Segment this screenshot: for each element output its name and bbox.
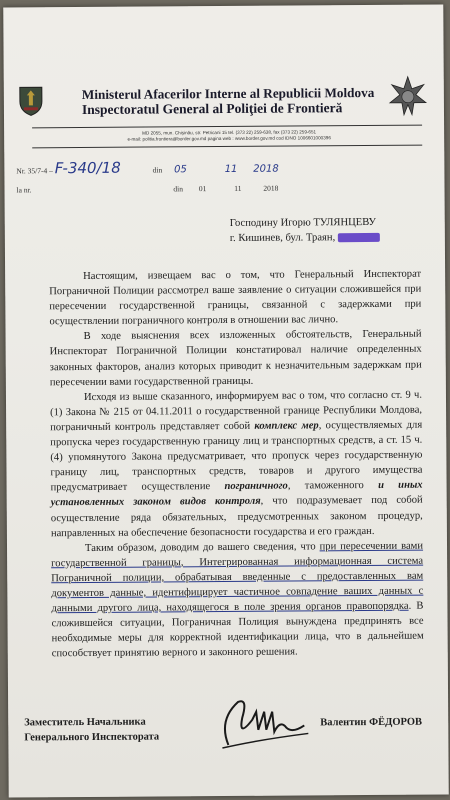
nr-label: Nr. 35/7-4 – (16, 166, 53, 176)
din-day: 05 (174, 164, 187, 176)
din-label: din (152, 165, 163, 175)
din-year: 2018 (253, 163, 279, 175)
recipient-address: г. Кишинев, бул. Траян, (230, 230, 440, 246)
nr-handwritten: F-340/18 (54, 158, 121, 178)
la-month: 11 (234, 183, 242, 193)
din-month: 11 (224, 163, 238, 176)
letter-body (49, 267, 424, 662)
ministry-name: Ministerul Afacerilor Interne al Republicii Moldova (81, 84, 375, 102)
institution-header (82, 85, 382, 117)
recipient-block (230, 215, 440, 246)
signatory-name: Валентин ФЁДОРОВ (320, 716, 423, 729)
header-divider (32, 125, 422, 129)
la-year: 2018 (263, 183, 279, 193)
paragraph-1: Настоящим, извещаем вас о том, что Генеральный Инспекторат Пограничной Полиции рассмотрел ваше заявление о ситуации сложившейся при пересечении государственной границы, связанной с задержками при осуществлении пограничного контроля в отношении вас лично. (49, 268, 422, 328)
paragraph-4: Таким образом, доводим до вашего сведения, что при пересечении вами государственной границы, Интегрированная информационная система Пограничной полиции, обрабатывая введенные с предоставленных вам документов данные, идентифицирует частичное совпадение ваших данных с данными другого лица, находящегося в поле зрения органов правопорядка. В сложившейся ситуации, Пограничная Полиция вынуждена предпринять все необходимые меры для корректной идентификации лица, что в дальнейшем способствует принятию верного и законного решения. (51, 540, 424, 660)
letter-page (3, 4, 449, 797)
inspectorate-name: Inspectoratul General al Poliţiei de Frontieră (81, 100, 343, 117)
signatory-title (24, 714, 159, 745)
reference-number-row (16, 158, 278, 178)
recipient-name: Господину Игорю ТУЛЯНЦЕВУ (229, 216, 376, 229)
redaction-mark (338, 233, 380, 242)
web-line: e-mail: politia.frontiera@border.gov.md pagina web : www.border.gov.md cod IDNO 1006601000396 (127, 135, 331, 142)
la-label: la nr. (16, 185, 32, 195)
signatory-title-line1: Заместитель Начальника (24, 716, 146, 729)
contact-divider (32, 145, 422, 149)
address-line: MD 2055, mun. Chişinău, str. Petricani 15 tel. (373 22) 259-638, fax (373 22) 259-651 (142, 129, 317, 136)
border-police-emblem-icon (388, 75, 428, 119)
handwritten-signature (208, 689, 318, 760)
moldova-coat-of-arms-icon (16, 83, 46, 117)
la-din-label: din (173, 184, 184, 194)
contact-info (44, 129, 414, 144)
signatory-title-line2: Генерального Инспектората (24, 731, 160, 744)
paragraph-3: Исходя из выше сказанного, информируем вас о том, что согласно ст. 9 ч. (1) Закона № 215 от 04.11.2011 о государственной границе Республики Молдова, пограничный контроль представляет собой комплекс мер, осуществляемых для пропуска через государственную границу лиц и транспортных средств, а ст. 15 ч. (4) упомянутого Закона предусматривает, что пропуск через государственную границу лиц, транспортных средств, товаров и другого имущества предусматривает осуществление пограничного, таможенного и иных установленных законом видов контроля, что подразумевает под собой осуществление ряда обязательных, предусмотренных законом процедур, направленных на обеспечение безопасности государства и его граждан. (50, 389, 423, 539)
reply-reference-row (16, 184, 278, 195)
paragraph-2: В ходе выяснения всех изложенных обстоятельств, Генеральный Инспекторат Пограничной Полиции констатировал наличие определенных законных факторов, анализ которых приводит к незначительным задержкам при пересечении вами государственной границы. (49, 329, 422, 388)
la-day: 01 (198, 184, 207, 194)
